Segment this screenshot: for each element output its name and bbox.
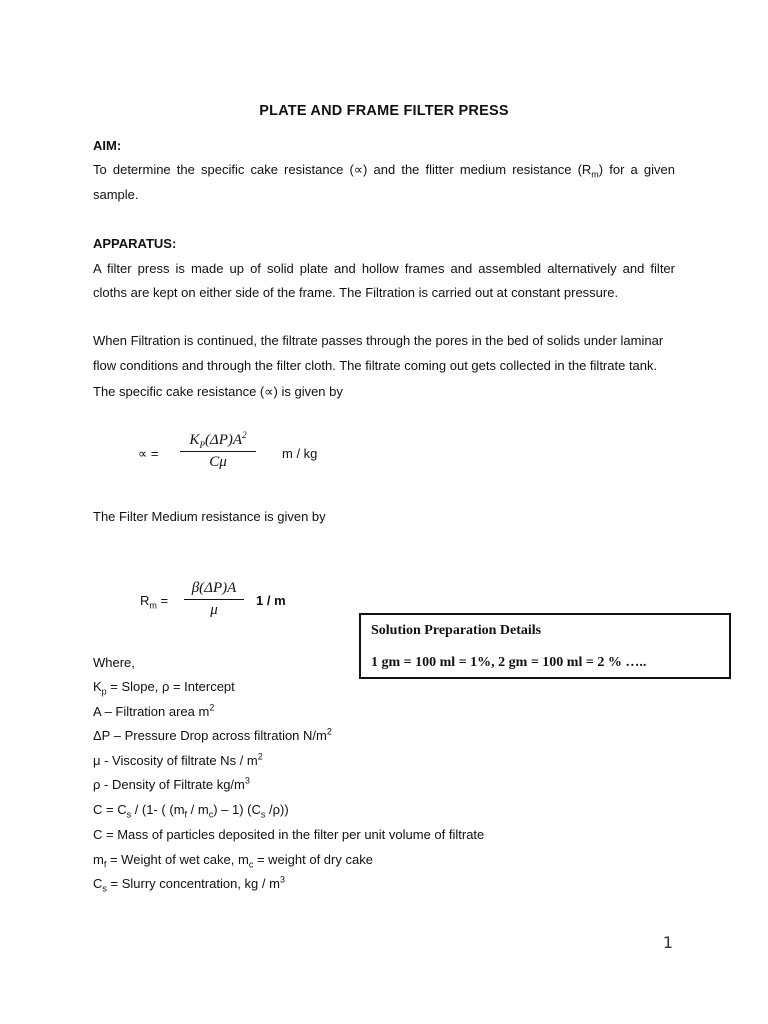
aim-text-line1: To determine the specific cake resistance (∝) and the flitter medium resistance $(R_m)$ for a given [93, 162, 675, 180]
eq2-lhs: $R_m$ = [140, 593, 169, 611]
aim-heading: AIM: [93, 138, 122, 153]
eq1-denominator: Cμ [209, 454, 227, 470]
apparatus-heading: APPARATUS: [93, 236, 177, 251]
filtration-text-line3: The specific cake resistance (∝) is given by [93, 384, 343, 399]
filtration-text-line2: flow conditions and through the filter cloth. The filtrate coming out gets collected in the filtrate tank. [93, 358, 658, 373]
where-item-area: A – Filtration area $m^2$ [93, 702, 215, 719]
where-item-viscosity: μ - Viscosity of filtrate Ns / $m^2$ [93, 751, 263, 768]
eq1-fraction [180, 432, 256, 471]
aim-text-line2: sample. [93, 187, 139, 202]
eq2-numerator: β(ΔP)A [191, 580, 237, 596]
page-title: PLATE AND FRAME FILTER PRESS [259, 103, 509, 119]
page-number: 1 [662, 933, 673, 952]
where-item-cake-weights: $m_f$ = Weight of wet cake, $m_c$ = weight of dry cake [93, 852, 373, 870]
apparatus-text-line1: A filter press is made up of solid plate and hollow frames and assembled alternatively and filter [93, 261, 675, 276]
eq1-fraction-bar [180, 451, 256, 452]
eq2-unit: 1 / m [256, 593, 286, 608]
eq1-numerator: $K_P(\Delta P)A^2$ [189, 430, 247, 450]
apparatus-text-line2: cloths are kept on either side of the frame. The Filtration is carried out at constant pressure. [93, 285, 619, 300]
medium-text: The Filter Medium resistance is given by [93, 509, 326, 524]
filtration-text-line1: When Filtration is continued, the filtrate passes through the pores in the bed of solids under laminar [93, 333, 664, 348]
where-item-density: ρ - Density of Filtrate $kg/m^3$ [93, 775, 250, 792]
where-item-c-definition: C = Mass of particles deposited in the filter per unit volume of filtrate [93, 827, 485, 842]
eq1-unit: m / kg [282, 446, 318, 461]
eq2-fraction-bar [184, 599, 244, 600]
eq2-fraction [184, 580, 244, 619]
eq2-denominator: μ [210, 602, 218, 618]
where-item-slurry: $C_s$ = Slurry concentration, kg / $m^3$ [93, 874, 285, 894]
where-item-pressure-drop: ΔP – Pressure Drop across filtration $N/m^2$ [93, 726, 332, 743]
eq1-lhs: ∝ = [138, 446, 159, 461]
solution-box-details: 1 gm = 100 ml = 1%, 2 gm = 100 ml = 2 % ….. [371, 655, 647, 670]
where-item-slope: $K_p$ = Slope, ρ = Intercept [93, 679, 235, 697]
where-item-c-formula: $C = C_s / (1-$ ( $(m_f / m_c) - 1$) ($C_s$ /ρ)) [93, 802, 289, 820]
solution-box-heading: Solution Preparation Details [371, 623, 542, 638]
solution-preparation-box [359, 613, 731, 679]
where-heading: Where, [93, 655, 135, 670]
